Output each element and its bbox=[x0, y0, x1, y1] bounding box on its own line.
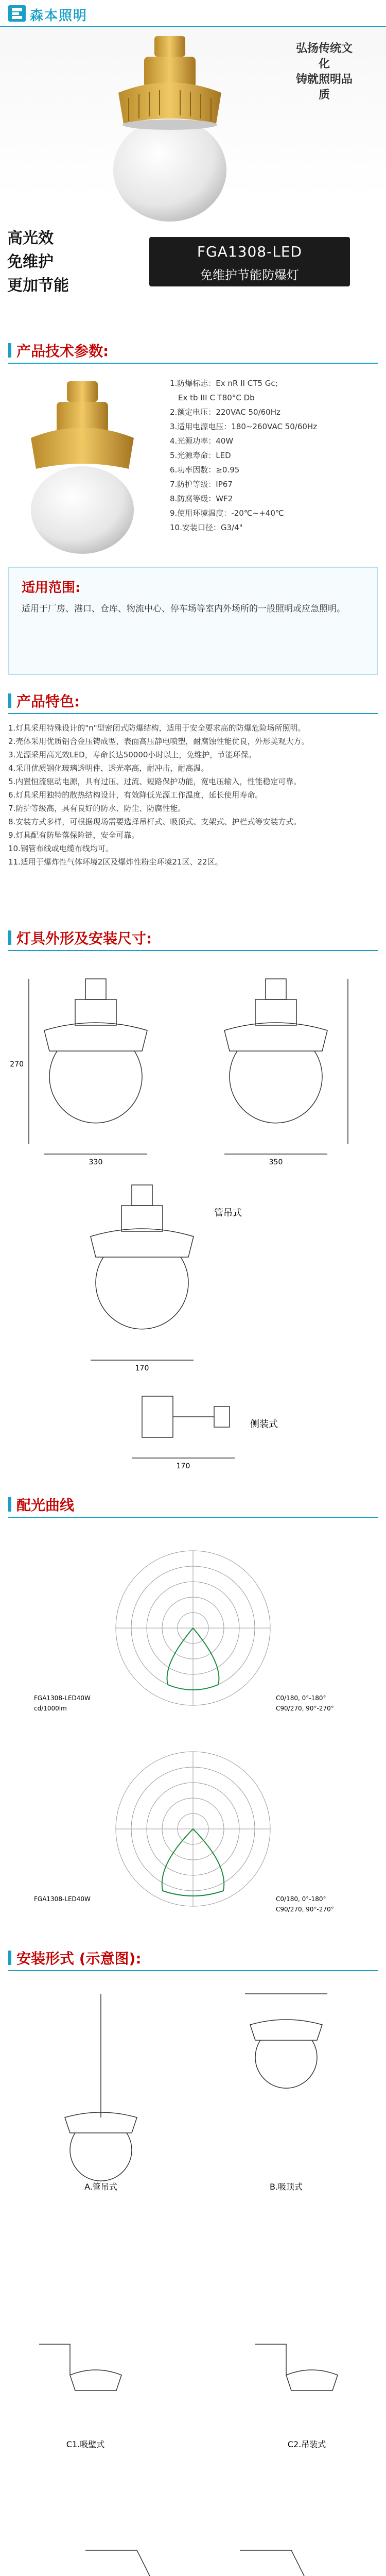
feature-row: 1.灯具采用特殊设计的"n"型密闭式防爆结构，适用于安全要求高的防爆危险场所照明。 bbox=[8, 723, 306, 733]
features-rule bbox=[8, 713, 378, 714]
feature-row: 4.采用优质钢化玻璃透明件，透光率高，耐冲击，耐高温。 bbox=[8, 764, 209, 773]
spec-row: 5.光源寿命：LED bbox=[170, 451, 231, 460]
install-rule bbox=[8, 1970, 378, 1971]
hero-section bbox=[0, 0, 386, 330]
svg-text:C90/270, 90°-270°: C90/270, 90°-270° bbox=[276, 1705, 334, 1712]
feature-row: 7.防护等级高，具有良好的防水、防尘、防腐性能。 bbox=[8, 804, 186, 813]
light-chart bbox=[8, 1530, 378, 1932]
svg-text:170: 170 bbox=[135, 1364, 149, 1372]
svg-text:cd/1000lm: cd/1000lm bbox=[34, 1705, 67, 1712]
spec-row: Ex tb III C T80°C Db bbox=[178, 393, 255, 402]
product-lamp-image bbox=[87, 36, 252, 232]
features-list bbox=[8, 721, 378, 869]
svg-text:管吊式: 管吊式 bbox=[214, 1208, 242, 1218]
svg-text:A.管吊式: A.管吊式 bbox=[84, 2182, 117, 2192]
dims-title: 灯具外形及安装尺寸: bbox=[8, 927, 152, 948]
specs-list bbox=[170, 376, 376, 535]
light-rule bbox=[8, 1517, 378, 1518]
svg-text:170: 170 bbox=[176, 1462, 190, 1470]
spec-row: 7.防护等级：IP67 bbox=[170, 480, 233, 489]
brand-bar bbox=[0, 0, 386, 27]
feature-row: 3.光源采用高光效LED，寿命长达50000小时以上，免维护，节能环保。 bbox=[8, 750, 256, 759]
spec-row: 4.光源功率：40W bbox=[170, 436, 234, 446]
svg-text:330: 330 bbox=[89, 1158, 103, 1166]
dims-svg bbox=[8, 963, 378, 1479]
svg-text:C0/180, 0°-180°: C0/180, 0°-180° bbox=[276, 1895, 326, 1903]
svg-text:C90/270, 90°-270°: C90/270, 90°-270° bbox=[276, 1906, 334, 1913]
install-svg bbox=[8, 1984, 378, 2576]
svg-text:C2.吊装式: C2.吊装式 bbox=[287, 2439, 326, 2449]
spec-row: 8.防腐等级：WF2 bbox=[170, 494, 233, 503]
features-title: 产品特色: bbox=[8, 690, 80, 711]
promo-box bbox=[0, 227, 103, 330]
usage-title: 适用范围: bbox=[22, 580, 81, 596]
svg-text:C0/180, 0°-180°: C0/180, 0°-180° bbox=[276, 1694, 326, 1702]
svg-text:侧装式: 侧装式 bbox=[250, 1419, 278, 1430]
install-drawing bbox=[8, 1984, 378, 2576]
feature-row: 8.安装方式多样，可根据现场需要选择吊杆式、吸顶式、支架式、护栏式等安装方式。 bbox=[8, 817, 302, 826]
feature-row: 2.壳体采用优质铝合金压铸成型，表面高压静电喷塑，耐腐蚀性能优良，外形美观大方。 bbox=[8, 737, 309, 746]
light-title: 配光曲线 bbox=[8, 1494, 74, 1515]
specs-lamp-image bbox=[5, 371, 160, 556]
usage-box bbox=[8, 567, 378, 675]
feature-row: 5.内置恒流驱动电源，具有过压、过流、短路保护功能，宽电压输入，性能稳定可靠。 bbox=[8, 777, 302, 786]
light-svg bbox=[8, 1530, 378, 1932]
spec-row: 6.功率因数：≥0.95 bbox=[170, 465, 240, 474]
slogan bbox=[293, 41, 355, 103]
model-banner bbox=[149, 237, 350, 286]
slogan-line: 弘扬传统文化 bbox=[295, 42, 353, 71]
slogan-line: 铸就照明品质 bbox=[295, 73, 353, 101]
specs-rule bbox=[8, 363, 378, 364]
svg-text:350: 350 bbox=[269, 1158, 283, 1166]
spec-row: 10.安装口径：G3/4" bbox=[170, 523, 243, 532]
spec-row: 1.防爆标志：Ex nR II CT5 Gc; bbox=[170, 379, 278, 388]
promo-line: 更加节能 bbox=[7, 277, 69, 295]
model-code: FGA1308-LED bbox=[197, 243, 303, 260]
svg-text:FGA1308-LED40W: FGA1308-LED40W bbox=[34, 1694, 91, 1702]
brand-logo-icon bbox=[8, 5, 26, 22]
specs-title: 产品技术参数: bbox=[8, 340, 109, 361]
install-title: 安装形式 (示意图): bbox=[8, 1947, 142, 1968]
usage-text: 适用于厂房、港口、仓库、物流中心、停车场等室内外场所的一般照明或应急照明。 bbox=[22, 604, 345, 614]
dims-rule bbox=[8, 950, 378, 951]
svg-text:B.吸顶式: B.吸顶式 bbox=[269, 2182, 303, 2192]
spec-row: 3.适用电源电压：180~260VAC 50/60Hz bbox=[170, 422, 318, 431]
spec-row: 9.使用环境温度：-20℃~+40℃ bbox=[170, 509, 284, 518]
dims-drawing bbox=[8, 963, 378, 1479]
promo-line: 高光效 bbox=[7, 229, 54, 247]
feature-row: 10.钢管布线或电缆布线均可。 bbox=[8, 844, 113, 853]
brand-name: 森本照明 bbox=[30, 8, 88, 24]
promo-line: 免维护 bbox=[7, 253, 54, 271]
svg-text:FGA1308-LED40W: FGA1308-LED40W bbox=[34, 1895, 91, 1903]
feature-row: 6.灯具采用独特的散热结构设计，有效降低光源工作温度，延长使用寿命。 bbox=[8, 790, 263, 800]
svg-text:270: 270 bbox=[10, 1060, 24, 1069]
svg-text:C1.吸壁式: C1.吸壁式 bbox=[66, 2439, 105, 2449]
spec-row: 2.额定电压：220VAC 50/60Hz bbox=[170, 408, 280, 417]
model-name: 免维护节能防爆灯 bbox=[200, 268, 299, 282]
feature-row: 9.灯具配有防坠落保险链，安全可靠。 bbox=[8, 831, 139, 840]
feature-row: 11.适用于爆炸性气体环境2区及爆炸性粉尘环境21区、22区。 bbox=[8, 857, 223, 867]
